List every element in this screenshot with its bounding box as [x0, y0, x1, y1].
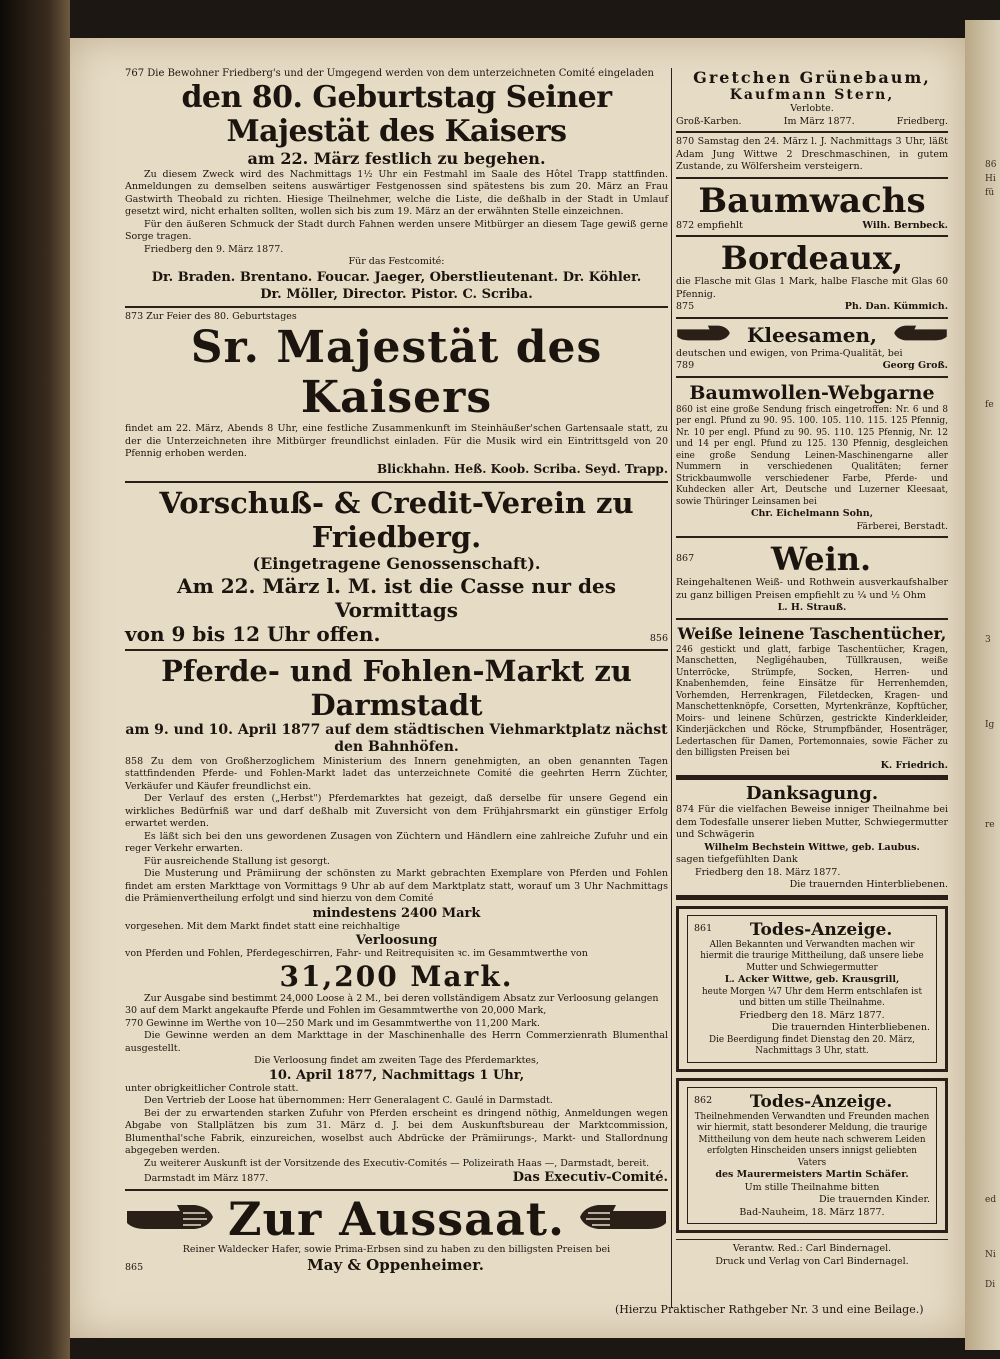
edge-fragment: 86 — [985, 160, 997, 170]
pointing-hand-left-icon — [578, 1201, 668, 1237]
ad-872-text: empfiehlt — [697, 219, 743, 231]
engagement-date: Im März 1877. — [783, 115, 855, 127]
death-notice-862-sig: Die trauernden Kinder. — [818, 1194, 930, 1205]
death-notice-861-date: Friedberg den 18. März 1877. — [739, 1009, 885, 1021]
ad-858-p11: 30 auf dem Markt angekaufte Pferde und Fohlen im Gesammtwerthe von 20,000 Mark, — [125, 1005, 547, 1016]
ad-875-text: die Flasche mit Glas 1 Mark, halbe Flasche mit Glas 60 Pfennig. — [676, 276, 948, 300]
ad-858-p17: Den Vertrieb der Loose hat übernommen: Herr Generalagent C. Gaulé in Darmstadt. — [144, 1095, 553, 1106]
edge-fragment: Hi — [985, 174, 996, 184]
page-footer-note: (Hierzu Praktischer Rathgeber Nr. 3 und eine Beilage.) — [615, 1303, 924, 1316]
ad-865 — [125, 1191, 668, 1275]
death-notice-862-headline: Todes-Anzeige. — [749, 1091, 893, 1112]
ad-789-firm: Georg Groß. — [882, 360, 948, 371]
ad-858-p15: 10. April 1877, Nachmittags 1 Uhr, — [268, 1067, 525, 1083]
ad-875-firm: Ph. Dan. Kümmich. — [844, 301, 948, 312]
death-notice-861-headline: Todes-Anzeige. — [749, 919, 893, 940]
ad-874-headline: Danksagung. — [745, 783, 879, 804]
ad-858-p7: vorgesehen. Mit dem Markt findet statt eine reichhaltige — [125, 920, 401, 932]
divider — [125, 306, 668, 308]
ad-860-headline: Baumwollen-Webgarne — [689, 381, 935, 404]
death-notice-861-sig: Die trauernden Hinterbliebenen. — [771, 1022, 930, 1033]
ad-858-p12: 770 Gewinne im Werthe von 10—250 Mark und im Gesammtwerthe von 11,200 Mark. — [125, 1017, 540, 1029]
ad-856 — [125, 486, 668, 646]
imprint-editor: Verantw. Red.: Carl Bindernagel. — [732, 1243, 892, 1254]
ad-858-p8: Verloosung — [355, 933, 438, 948]
ad-872-headline: Baumwachs — [698, 180, 926, 221]
ad-865-num: 865 — [125, 1262, 144, 1273]
edge-fragment: Ni — [985, 1250, 996, 1260]
divider — [676, 536, 948, 538]
death-notice-861-text2: heute Morgen ¼7 Uhr dem Herrn entschlafen ist und bitten um stille Theilnahme. — [702, 986, 922, 1008]
engagement-notice — [676, 68, 948, 128]
ad-874-name: Wilhelm Bechstein Wittwe, geb. Laubus. — [704, 841, 920, 853]
imprint-publisher: Druck und Verlag von Carl Bindernagel. — [715, 1255, 909, 1267]
engagement-name-2: Kaufmann Stern, — [729, 87, 895, 103]
divider — [676, 317, 948, 319]
edge-fragment: Ig — [985, 720, 995, 730]
ad-858-p5: Die Musterung und Prämiirung der schönsten zu Markt gebrachten Exemplare von Pferden und Fohlen findet am ersten Markttage von Vormittags 9 Uhr ab auf dem Marktplatz statt, worauf um 3 Uhr Nachmittags die Prämienvertheilung erfolgt und sind hierzu von dem Comité — [125, 868, 668, 904]
ad-246-firm: K. Friedrich. — [880, 759, 948, 771]
ad-246-headline: Weiße leinene Taschentücher, — [677, 623, 947, 643]
divider — [125, 481, 668, 483]
ad-858-date: Darmstadt im März 1877. — [144, 1173, 269, 1184]
death-notice-862-num: 862 — [694, 1095, 713, 1107]
ad-858-p13: Die Gewinne werden an dem Markttage in der Maschinenhalle des Herrn Commerzienrath Blumenthal ausgestellt. — [125, 1030, 668, 1054]
ad-789 — [676, 322, 948, 373]
ad-860-firm: Chr. Eichelmann Sohn, — [750, 508, 874, 519]
divider — [125, 1189, 668, 1191]
ad-867-num: 867 — [676, 552, 695, 564]
ad-767-sub: am 22. März festlich zu begehen. — [247, 148, 546, 168]
ad-867-text: Reingehaltenen Weiß- und Rothwein ausverkaufshalber zu ganz billigen Preisen empfiehlt zu ¼ und ½ Ohm — [676, 577, 948, 601]
death-notice-862 — [676, 1078, 948, 1234]
edge-fragment: ed — [985, 1195, 997, 1205]
ad-858-p4: Für ausreichende Stallung ist gesorgt. — [144, 855, 330, 867]
ad-860-firm2: Färberei, Berstadt. — [856, 520, 948, 532]
ad-858-p10: Zur Ausgabe sind bestimmt 24,000 Loose à 2 M., bei deren vollständigem Absatz zur Verloosung gelangen — [144, 992, 659, 1004]
ad-856-headline: Vorschuß- & Credit-Verein zu Friedberg. — [159, 485, 634, 554]
divider — [676, 177, 948, 179]
divider — [676, 618, 948, 620]
ad-858-p19: Zu weiterer Auskunft ist der Vorsitzende des Executiv-Comités — Polizeirath Haas —, Darmstadt, bereit. — [144, 1157, 650, 1169]
ad-874-text: 874 Für die vielfachen Beweise inniger Theilnahme bei dem Todesfalle unserer lieben Mutter, Schwiegermutter und Schwägerin — [676, 804, 948, 840]
ad-856-num: 856 — [649, 632, 668, 644]
ad-858-sub: am 9. und 10. April 1877 auf dem städtischen Viehmarktplatz nächst den Bahnhöfen. — [125, 721, 668, 755]
left-column — [125, 68, 668, 1275]
engagement-label: Verlobte. — [790, 103, 834, 114]
divider — [676, 895, 948, 900]
ad-867-firm: L. H. Strauß. — [777, 602, 847, 613]
divider — [125, 649, 668, 651]
ad-858-p18: Bei der zu erwartenden starken Zufuhr von Pferden erscheint es dringend nöthig, Anmeldungen wegen Abgabe von Stallplätzen bis zum 31. März d. J. bei dem Auskunftsbureau der Marktcommission, Blumenthal'sche Fabrik, einzureichen, woselbst auch Abdrücke der Prämiirungs-, Markt- und Stallordnung abgegeben werden. — [125, 1107, 668, 1156]
ad-865-body: Reiner Waldecker Hafer, sowie Prima-Erbsen sind zu haben zu den billigsten Preisen bei — [182, 1243, 611, 1255]
divider — [676, 775, 948, 780]
ad-860 — [676, 381, 948, 534]
ad-789-text: deutschen und ewigen, von Prima-Qualität, bei — [676, 347, 903, 359]
adjacent-page-edge — [965, 20, 1000, 1350]
ad-870: 870 Samstag den 24. März l. J. Nachmittags 3 Uhr, läßt Adam Jung Wittwe 2 Dreschmaschinen, in gutem Zustande, zu Wölfersheim versteigern. — [676, 136, 948, 172]
book-binding — [0, 0, 70, 1359]
ad-873-headline: Sr. Majestät des Kaisers — [190, 322, 603, 423]
engagement-place-right: Friedberg. — [896, 115, 948, 127]
ad-858-sum: 31,200 Mark. — [279, 959, 514, 993]
ad-767-headline: den 80. Geburtstag Seiner Majestät des Kaisers — [181, 79, 612, 149]
divider — [676, 235, 948, 237]
death-notice-862-text2: Um stille Theilnahme bitten — [744, 1181, 880, 1193]
ad-875-headline: Bordeaux, — [720, 239, 904, 277]
ad-767-committee: Für das Festcomité: — [348, 256, 445, 267]
divider — [676, 131, 948, 133]
ad-875-num: 875 — [676, 301, 695, 312]
ad-858-p6: mindestens 2400 Mark — [312, 905, 481, 921]
pointing-hand-left-icon — [893, 322, 948, 348]
ad-858 — [125, 654, 668, 1186]
ad-858-p16: unter obrigkeitlicher Controle statt. — [125, 1082, 299, 1094]
ad-858-p2: Der Verlauf des ersten („Herbst") Pferdemarktes hat gezeigt, daß derselbe für unsere Gegend ein wirkliches Bedürfniß war und darf deßhalb mit Zuversicht von dem Frühjahrsmarkt ein günstiger Erfolg erwartet werden. — [125, 793, 668, 829]
ad-858-p3: Es läßt sich bei den uns gewordenen Zusagen von Züchtern und Händlern eine zahlreiche Zufuhr und ein reger Verkehr erwarten. — [125, 830, 668, 854]
divider — [676, 376, 948, 378]
ad-246-text: 246 gestickt und glatt, farbige Taschentücher, Kragen, Manschetten, Negligéhauben, Tüllkrausen, weiße Unterröcke, Strümpfe, Socken, Herren- und Knabenhemden, feine Einsätze für Herrenhemden, Vorhemden, Herrenkragen, Filetdecken, Kragen- und Manschettenknöpfe, Corsetten, Myrtenkränze, Kopftücher, Moirs- und leinene Schürzen, gestrickte Kinderkleider, Kinderjäckchen und Röcke, Strumpfbänder, Hosenträger, Ledertaschen für Damen, Portemonnaies, sowie Fächer zu den billigsten Preisen bei — [676, 644, 948, 758]
ad-767-body: Zu diesem Zweck wird des Nachmittags 1½ Uhr ein Festmahl im Saale des Hôtel Trapp stattfinden. Anmeldungen zu demselben seitens auswärtiger Festgenossen sind spätestens bis zum 20. März an Frau Gastwirth Theobald zu richten. Hiesige Theilnehmer, welche die Liste, die deßhalb in der Stadt in Umlauf gesetzt wird, nicht erhalten sollten, wollen sich bis zum 19. März an der erwähnten Stelle einzeichnen. — [125, 168, 668, 217]
ad-873-body: findet am 22. März, Abends 8 Uhr, eine festliche Zusammenkunft im Steinhäußer'schen Gartensaale statt, zu der die Unterzeichneten ihre Mitbürger freundlichst einladen. Für die Musik wird ein Eintrittsgeld von 20 Pfennig erhoben werden. — [125, 423, 668, 459]
column-rule — [671, 68, 672, 1308]
ad-874-date: Friedberg den 18. März 1877. — [695, 866, 841, 878]
ad-856-line2: von 9 bis 12 Uhr offen. — [125, 621, 381, 646]
death-notice-861 — [676, 906, 948, 1072]
death-notice-861-text: Allen Bekannten und Verwandten machen wir hiermit die traurige Mittheilung, daß unsere liebe Mutter und Schwiegermutter — [700, 939, 924, 973]
ad-865-firm: May & Oppenheimer. — [307, 1256, 484, 1274]
ad-767-signers-1: Dr. Braden. Brentano. Foucar. Jaeger, Oberstlieutenant. Dr. Köhler. — [151, 269, 642, 285]
ad-767-lead: 767 Die Bewohner Friedberg's und der Umgegend werden von dem unterzeichneten Comité eingeladen — [125, 68, 654, 79]
ad-246 — [676, 623, 948, 773]
edge-fragment: Di — [985, 1280, 996, 1290]
death-notice-862-date: Bad-Nauheim, 18. März 1877. — [739, 1206, 885, 1218]
ad-874-sig: Die trauernden Hinterbliebenen. — [789, 879, 948, 890]
ad-789-num: 789 — [676, 360, 695, 371]
ad-767-date: Friedberg den 9. März 1877. — [144, 243, 284, 255]
ad-874 — [676, 783, 948, 892]
ad-860-text: 860 ist eine große Sendung frisch eingetroffen: Nr. 6 und 8 per engl. Pfund zu 90. 95. 100. 105. 110. 115. 125 Pfennig, Nr. 10 per engl. Pfund zu 90. 95. 110. 125 Pfennig, Nr. 12 und 14 per engl. Pfund zu 125. 130 Pfennig, desgleichen eine große Sendung Leinen-Maschinengarne aller Nummern in verschiedenen Qualitäten; ferner Strickbaumwolle verschiedener Farbe, Pferde- und Kuhdecken aller Art, Deutsche und Luzerner Kleesaat, sowie Thüringer Leinsamen bei — [676, 404, 948, 507]
edge-fragment: fe — [985, 400, 994, 410]
ad-873-lead: 873 Zur Feier des 80. Geburtstages — [125, 310, 297, 322]
edge-fragment: 3 — [985, 635, 991, 645]
pointing-hand-right-icon — [676, 322, 731, 348]
ad-872-firm: Wilh. Bernbeck. — [862, 219, 948, 231]
newspaper-page — [70, 38, 965, 1338]
ad-858-p1: 858 Zu dem von Großherzoglichem Ministerium des Innern genehmigten, an oben genannten Tagen stattfindenden Pferde- und Fohlen-Markt ladet das unterzeichnete Comité die geehrten Herrn Züchter, Verkäufer und Käufer freundlichst ein. — [125, 755, 668, 792]
ad-858-sig: Das Executiv-Comité. — [512, 1170, 668, 1185]
ad-875 — [676, 240, 948, 314]
ad-856-sub: (Eingetragene Genossenschaft). — [252, 553, 541, 573]
ad-873 — [125, 311, 668, 478]
death-notice-861-num: 861 — [694, 923, 713, 935]
ad-767 — [125, 68, 668, 303]
engagement-place-left: Groß-Karben. — [676, 115, 742, 127]
ad-858-p14: Die Verloosung findet am zweiten Tage des Pferdemarktes, — [254, 1055, 539, 1066]
death-notice-862-text: Theilnehmenden Verwandten und Freunden machen wir hiermit, statt besonderer Meldung, die traurige Mittheilung von dem heute nach schwerem Leiden erfolgten Hinscheiden unsers innigst geliebten Vaters — [694, 1111, 930, 1168]
ad-767-body2: Für den äußeren Schmuck der Stadt durch Fahnen werden unsere Mitbürger an diesem Tage gewiß gerne Sorge tragen. — [125, 218, 668, 242]
ad-873-signers: Blickhahn. Heß. Koob. Scriba. Seyd. Trapp. — [376, 461, 668, 476]
ad-865-headline: Zur Aussaat. — [227, 1191, 566, 1246]
pointing-hand-right-icon — [125, 1201, 215, 1237]
death-notice-861-text3: Die Beerdigung findet Dienstag den 20. März, Nachmittags 3 Uhr, statt. — [709, 1034, 915, 1056]
ad-858-headline: Pferde- und Fohlen-Markt zu Darmstadt — [161, 653, 632, 722]
divider — [676, 1239, 948, 1240]
ad-867 — [676, 541, 948, 615]
right-column — [676, 68, 948, 1268]
death-notice-861-name: L. Acker Wittwe, geb. Krausgrill, — [724, 974, 900, 985]
ad-858-p9: von Pferden und Fohlen, Pferdegeschirren, Fahr- und Reitrequisiten ꝛc. im Gesammtwerthe von — [125, 948, 588, 959]
ad-874-text2: sagen tiefgefühlten Dank — [676, 854, 798, 865]
ad-872 — [676, 182, 948, 233]
ad-767-signers-2: Dr. Möller, Director. Pistor. C. Scriba. — [260, 286, 533, 302]
edge-fragment: re — [985, 820, 995, 830]
engagement-name-1: Gretchen Grünebaum, — [693, 68, 931, 87]
ad-856-line1: Am 22. März l. M. ist die Casse nur des Vormittags — [177, 573, 616, 622]
death-notice-862-name: des Maurermeisters Martin Schäfer. — [715, 1169, 909, 1180]
ad-789-headline: Kleesamen, — [746, 322, 878, 347]
edge-fragment: fü — [985, 188, 995, 198]
ad-872-num: 872 — [676, 219, 695, 231]
ad-867-headline: Wein. — [770, 540, 872, 578]
